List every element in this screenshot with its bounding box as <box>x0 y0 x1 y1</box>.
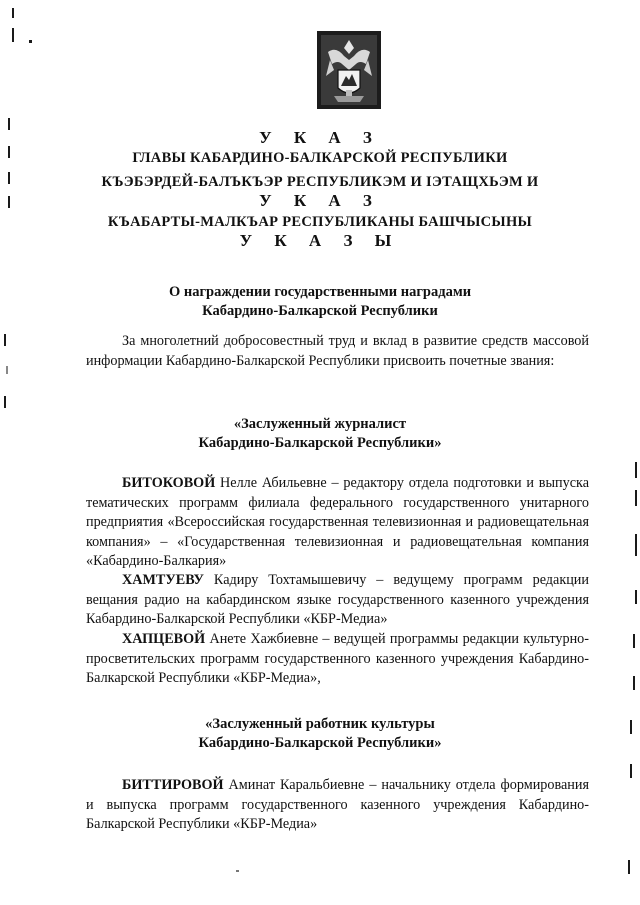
ukaz-heading: У К А З <box>259 128 381 147</box>
section-heading <box>0 715 640 753</box>
section-heading-line: Кабардино-Балкарской Республики» <box>198 435 442 451</box>
recipient-details: Нелле Абильевне – редактору отдела подготовки и выпуска тематических программ филиала федерального государственного унитарного предприятия «Всероссийская государственная телевизионная и радиовещательная компания» – «Государственная телевизионная и радиовещательная компания «Кабардино-Балкария» <box>86 475 589 569</box>
recipient-details: Анете Хажбиевне – ведущей программы редакции культурно-просветительских программ государственного казенного учреждения Кабардино-Балкарской Республики «КБР-Медиа», <box>86 631 589 686</box>
award-entry <box>86 571 589 630</box>
scan-mark <box>633 676 635 690</box>
scan-speck <box>236 870 239 872</box>
coat-of-arms-emblem <box>316 30 382 110</box>
document-title-line: Кабардино-Балкарской Республики <box>202 303 438 319</box>
scan-mark <box>635 490 637 506</box>
scan-mark <box>635 462 637 478</box>
recipient-name: ХАМТУЕВУ <box>122 572 204 588</box>
recipient-name: ХАПЦЕВОЙ <box>122 631 206 647</box>
header-line-balkar: КЪАБАРТЫ-МАЛКЪАР РЕСПУБЛИКАНЫ БАШЧЫСЫНЫ <box>107 214 533 230</box>
intro-text: За многолетний добросовестный труд и вклад в развитие средств массовой информации Кабардино-Балкарской Республики присвоить почетные звания: <box>86 333 589 369</box>
header-line-russian: ГЛАВЫ КАБАРДИНО-БАЛКАРСКОЙ РЕСПУБЛИКИ <box>132 150 508 166</box>
scan-mark <box>635 534 637 556</box>
scan-mark <box>4 334 6 346</box>
document-title <box>0 283 640 321</box>
scan-mark <box>4 396 6 408</box>
ukaz-heading: У К А З <box>259 191 381 210</box>
scan-mark <box>630 764 632 778</box>
scan-mark <box>12 28 14 42</box>
scan-mark <box>628 860 630 874</box>
scan-mark <box>633 634 635 648</box>
award-entry <box>86 776 589 835</box>
recipient-details: Кадиру Тохтамышевичу – ведущему программ редакции вещания радио на кабардинском языке государственного казенного учреждения Кабардино-Балкарской Республики «КБР-Медиа» <box>86 572 589 627</box>
scan-mark <box>12 8 14 18</box>
scan-mark <box>29 40 32 43</box>
header-line-kabardian: КЪЭБЭРДЕЙ-БАЛЪКЪЭР РЕСПУБЛИКЭМ И IЭТАЩХЬЭМ И <box>101 174 539 190</box>
section-heading <box>0 415 640 453</box>
section-heading-line: «Заслуженный работник культуры <box>205 716 435 732</box>
recipient-name: БИТТИРОВОЙ <box>122 777 224 793</box>
section-heading-line: «Заслуженный журналист <box>233 416 407 432</box>
recipient-details: Аминат Каральбиевне – начальнику отдела формирования и выпуска программ государственного казенного учреждения Кабардино-Балкарской Республики «КБР-Медиа» <box>86 777 589 832</box>
award-entry <box>86 474 589 572</box>
section-heading-line: Кабардино-Балкарской Республики» <box>198 735 442 751</box>
award-entry <box>86 630 589 689</box>
intro-paragraph <box>86 332 589 371</box>
scan-mark <box>635 590 637 604</box>
document-title-line: О награждении государственными наградами <box>168 284 472 300</box>
ukaz-heading: У К А З Ы <box>239 231 401 250</box>
scan-mark <box>6 366 8 374</box>
recipient-name: БИТОКОВОЙ <box>122 475 216 491</box>
